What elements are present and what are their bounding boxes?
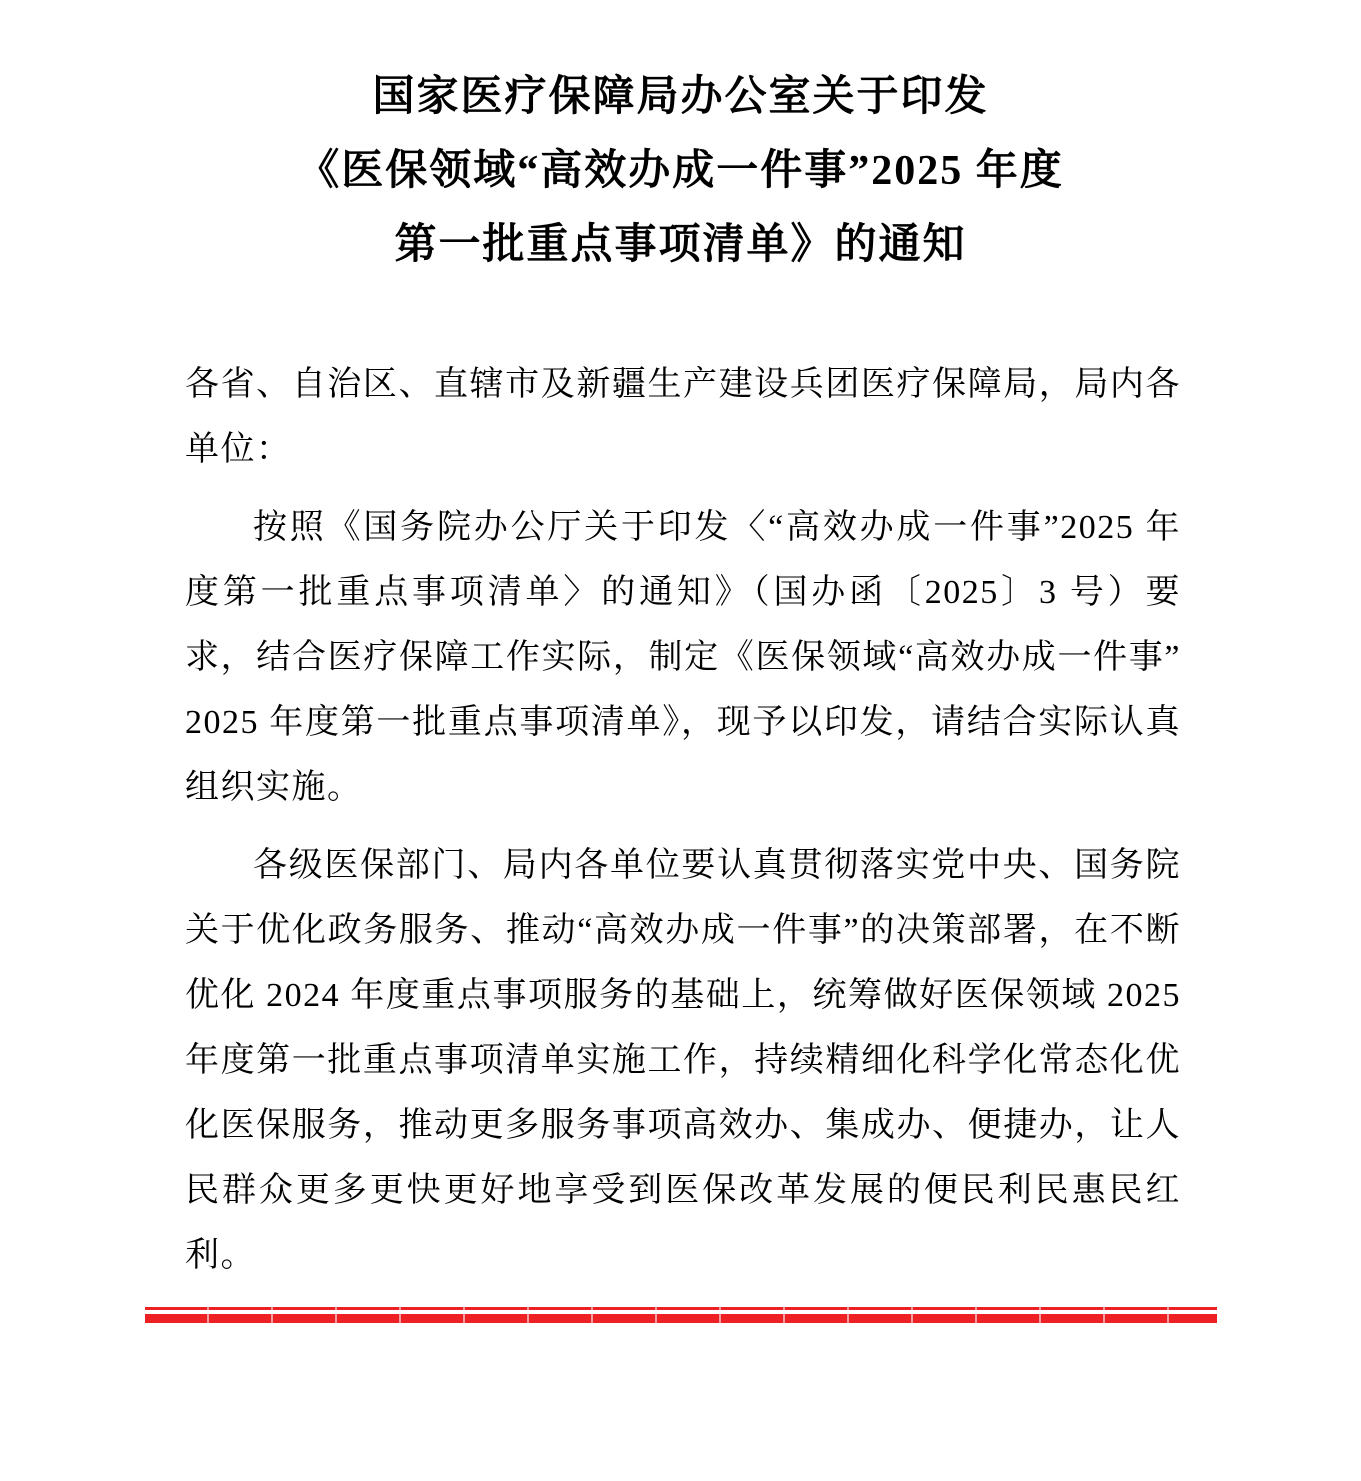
red-rule-thin-line — [145, 1307, 1217, 1310]
body-paragraph-2: 各级医保部门、局内各单位要认真贯彻落实党中央、国务院关于优化政务服务、推动“高效办成一件事”的决策部署，在不断优化 2024 年度重点事项服务的基础上，统筹做好医保领域 2025 年度第一批重点事项清单实施工作，持续精细化科学化常态化优化医保服务，推动更多服务事项高效办、集成办、便捷办，让人民群众更多更快更好地享受到医保改革发展的便民利民惠民红利。 — [185, 847, 1181, 1274]
title-line-1: 国家医疗保障局办公室关于印发 — [372, 74, 989, 120]
red-rule-thick-line — [145, 1314, 1217, 1323]
red-double-rule — [145, 1307, 1217, 1323]
title-line-3: 第一批重点事项清单》的通知 — [394, 222, 967, 268]
title-line-2: 《医保领域“高效办成一件事”2025 年度 — [297, 148, 1064, 194]
salutation-paragraph: 各省、自治区、直辖市及新疆生产建设兵团医疗保障局，局内各单位： — [185, 366, 1181, 468]
document-title — [0, 60, 1361, 282]
body-paragraph-1: 按照《国务院办公厅关于印发〈“高效办成一件事”2025 年度第一批重点事项清单〉的通知》（国办函〔2025〕3 号）要求，结合医疗保障工作实际，制定《医保领域“高效办成一件事”2025 年度第一批重点事项清单》，现予以印发，请结合实际认真组织实施。 — [185, 509, 1181, 806]
document-body — [185, 352, 1181, 1301]
